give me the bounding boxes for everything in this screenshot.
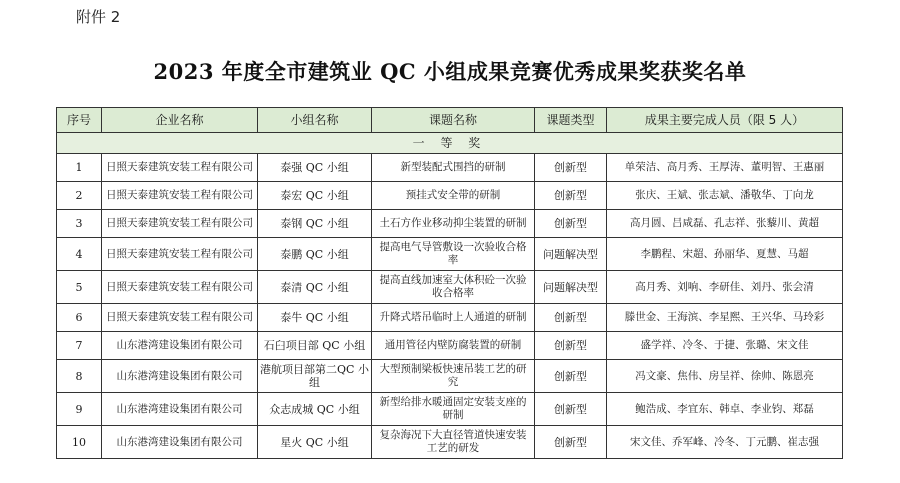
company-name: 山东港湾建设集团有限公司 xyxy=(102,426,258,459)
company-name: 日照天泰建筑安装工程有限公司 xyxy=(102,238,258,271)
topic-type: 创新型 xyxy=(535,304,607,332)
team-members: 盛学祥、冷冬、于捷、张璐、宋文佳 xyxy=(607,332,843,360)
topic-name: 新型给排水暖通固定安装支座的研制 xyxy=(372,393,535,426)
topic-name: 复杂海况下大直径管道快速安装工艺的研发 xyxy=(372,426,535,459)
company-name: 日照天泰建筑安装工程有限公司 xyxy=(102,182,258,210)
company-name: 日照天泰建筑安装工程有限公司 xyxy=(102,154,258,182)
topic-type: 问题解决型 xyxy=(535,238,607,271)
topic-name: 通用管径内壁防腐装置的研制 xyxy=(372,332,535,360)
group-name: 泰钢 QC 小组 xyxy=(258,210,372,238)
team-members: 单荣洁、高月秀、王厚涛、董明智、王惠丽 xyxy=(607,154,843,182)
table-row xyxy=(57,426,843,459)
company-name: 山东港湾建设集团有限公司 xyxy=(102,393,258,426)
company-name: 山东港湾建设集团有限公司 xyxy=(102,360,258,393)
team-members: 滕世金、王海滨、李星熙、王兴华、马玲彩 xyxy=(607,304,843,332)
topic-name: 预挂式安全带的研制 xyxy=(372,182,535,210)
team-members: 高月圆、吕咸磊、孔志祥、张藜川、黄超 xyxy=(607,210,843,238)
topic-type: 创新型 xyxy=(535,393,607,426)
row-index: 10 xyxy=(57,426,102,459)
company-name: 日照天泰建筑安装工程有限公司 xyxy=(102,304,258,332)
table-header-row xyxy=(57,108,843,133)
attachment-label: 附件 2 xyxy=(76,8,121,26)
topic-type: 创新型 xyxy=(535,154,607,182)
topic-name: 土石方作业移动抑尘装置的研制 xyxy=(372,210,535,238)
award-table xyxy=(56,107,843,459)
table-row xyxy=(57,393,843,426)
table-row xyxy=(57,238,843,271)
row-index: 6 xyxy=(57,304,102,332)
topic-type: 创新型 xyxy=(535,210,607,238)
row-index: 4 xyxy=(57,238,102,271)
header-type: 课题类型 xyxy=(535,108,607,133)
topic-name: 新型装配式围挡的研制 xyxy=(372,154,535,182)
topic-name: 提高电气导管敷设一次验收合格率 xyxy=(372,238,535,271)
award-group-label: 一 等 奖 xyxy=(57,133,843,154)
group-name: 石臼项目部 QC 小组 xyxy=(258,332,372,360)
topic-type: 问题解决型 xyxy=(535,271,607,304)
header-group: 小组名称 xyxy=(258,108,372,133)
document-title: 2023 年度全市建筑业 QC 小组成果竞赛优秀成果奖获奖名单 xyxy=(153,59,747,84)
row-index: 9 xyxy=(57,393,102,426)
company-name: 日照天泰建筑安装工程有限公司 xyxy=(102,210,258,238)
group-name: 港航项目部第二QC 小组 xyxy=(258,360,372,393)
row-index: 7 xyxy=(57,332,102,360)
company-name: 日照天泰建筑安装工程有限公司 xyxy=(102,271,258,304)
topic-name: 提高直线加速室大体积砼一次验收合格率 xyxy=(372,271,535,304)
header-people: 成果主要完成人员（限 5 人） xyxy=(607,108,843,133)
group-name: 泰强 QC 小组 xyxy=(258,154,372,182)
team-members: 鲍浩成、李宜东、韩卓、李业钧、郑磊 xyxy=(607,393,843,426)
table-row xyxy=(57,360,843,393)
team-members: 李鹏程、宋超、孙丽华、夏慧、马超 xyxy=(607,238,843,271)
topic-name: 大型预制梁板快速吊装工艺的研究 xyxy=(372,360,535,393)
topic-type: 创新型 xyxy=(535,426,607,459)
group-name: 泰牛 QC 小组 xyxy=(258,304,372,332)
team-members: 张庆、王斌、张志斌、潘敬华、丁向龙 xyxy=(607,182,843,210)
header-topic: 课题名称 xyxy=(372,108,535,133)
row-index: 1 xyxy=(57,154,102,182)
row-index: 2 xyxy=(57,182,102,210)
header-company: 企业名称 xyxy=(102,108,258,133)
row-index: 8 xyxy=(57,360,102,393)
team-members: 冯文豪、焦伟、房呈祥、徐帅、陈恩亮 xyxy=(607,360,843,393)
group-name: 星火 QC 小组 xyxy=(258,426,372,459)
table-row xyxy=(57,154,843,182)
topic-name: 升降式塔吊临时上人通道的研制 xyxy=(372,304,535,332)
team-members: 宋文佳、乔军峰、冷冬、丁元鹏、崔志强 xyxy=(607,426,843,459)
topic-type: 创新型 xyxy=(535,332,607,360)
topic-type: 创新型 xyxy=(535,360,607,393)
company-name: 山东港湾建设集团有限公司 xyxy=(102,332,258,360)
row-index: 5 xyxy=(57,271,102,304)
header-index: 序号 xyxy=(57,108,102,133)
group-name: 泰宏 QC 小组 xyxy=(258,182,372,210)
topic-type: 创新型 xyxy=(535,182,607,210)
table-row xyxy=(57,332,843,360)
team-members: 高月秀、刘响、李研佳、刘丹、张会清 xyxy=(607,271,843,304)
group-name: 泰鹏 QC 小组 xyxy=(258,238,372,271)
table-row xyxy=(57,271,843,304)
group-name: 泰清 QC 小组 xyxy=(258,271,372,304)
table-row xyxy=(57,304,843,332)
table-row xyxy=(57,182,843,210)
row-index: 3 xyxy=(57,210,102,238)
group-name: 众志成城 QC 小组 xyxy=(258,393,372,426)
award-group-row xyxy=(57,133,843,154)
table-row xyxy=(57,210,843,238)
